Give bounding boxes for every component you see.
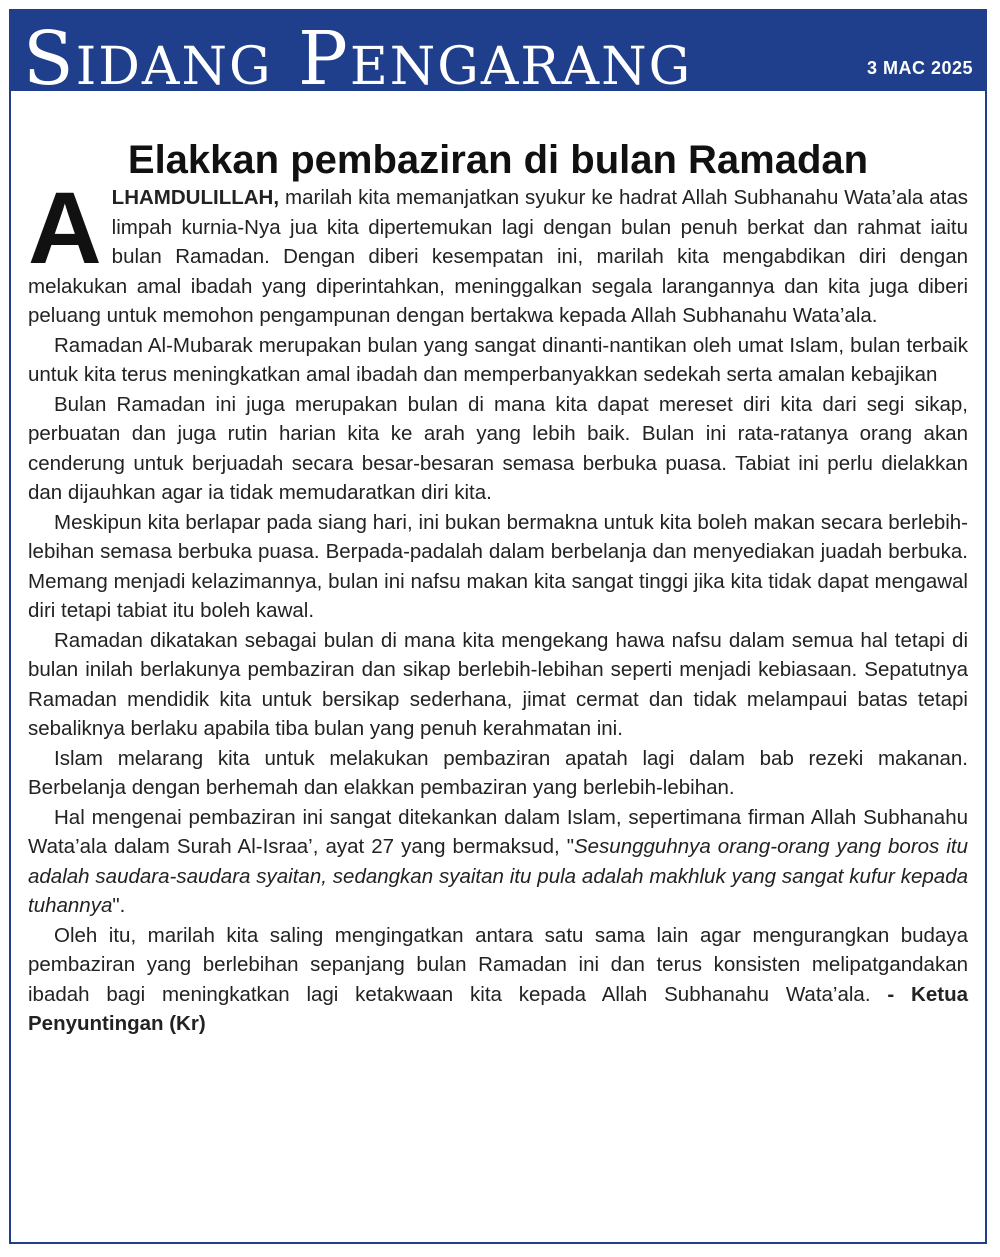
paragraph-5: Ramadan dikatakan sebagai bulan di mana kita mengekang hawa nafsu dalam semua hal tetapi di bulan inilah berlakunya pembaziran dan sikap berlebih-lebihan seperti menjadi kebiasaan. Sepatutnya Ramadan mendidik kita untuk bersikap sederhana, jimat cermat dan tidak melampaui batas tetapi sebaliknya berlaku apabila tiba bulan yang penuh kerahmatan ini. bbox=[28, 628, 968, 740]
paragraph-7 bbox=[28, 803, 968, 921]
paragraph-1-text: marilah kita memanjatkan syukur ke hadrat Allah Subhanahu Wata’ala atas limpah kurnia-Nya jua kita dipertemukan lagi dengan bulan penuh berkat dan rahmat iaitu bulan Ramadan. Dengan diberi kesempatan ini, marilah kita mengabdikan diri dengan melakukan amal ibadah yang diperintahkan, meninggalkan segala larangannya dan kita juga diberi peluang untuk memohon pengampunan dengan bertakwa kepada Allah Subhanahu Wata’ala. bbox=[28, 186, 968, 327]
issue-date: 3 MAC 2025 bbox=[866, 58, 973, 78]
editorial-frame bbox=[9, 9, 987, 1244]
article-body bbox=[28, 171, 968, 1039]
masthead-bar bbox=[11, 11, 985, 91]
paragraph-2: Ramadan Al-Mubarak merupakan bulan yang sangat dinanti-nantikan oleh umat Islam, bulan terbaik untuk kita terus meningkatkan amal ibadah dan memperbanyakkan sedekah serta amalan kebajikan bbox=[28, 333, 968, 386]
paragraph-8-text: Oleh itu, marilah kita saling mengingatkan antara satu sama lain agar mengurangkan budaya pembaziran yang berlebihan sepanjang bulan Ramadan ini dan terus konsisten melipatgandakan ibadah bagi meningkatkan lagi ketakwaan kita kepada Allah Subhanahu Wata’ala. bbox=[28, 923, 968, 1006]
masthead-title: Sidang Pengarang bbox=[23, 16, 693, 91]
paragraph-1 bbox=[28, 171, 968, 331]
paragraph-3: Bulan Ramadan ini juga merupakan bulan di mana kita dapat mereset diri kita dari segi sikap, perbuatan dan juga rutin harian kita ke arah yang lebih baik. Bulan ini rata-ratanya orang akan cenderung untuk berjuadah secara besar-besaran semasa berbuka puasa. Tabiat ini perlu dielakkan dan dijauhkan agar ia tidak memudaratkan diri kita. bbox=[28, 392, 968, 504]
opening-word: LHAMDULILLAH, bbox=[111, 186, 280, 209]
article-headline: Elakkan pembaziran di bulan Ramadan bbox=[127, 137, 869, 182]
paragraph-4: Meskipun kita berlapar pada siang hari, ini bukan bermakna untuk kita boleh makan secara berlebih-lebihan semasa berbuka puasa. Berpada-padalah dalam berbelanja dan menyediakan juadah berbuka. Memang menjadi kelazimannya, bulan ini nafsu makan kita sangat tinggi jika kita tidak dapat mengawal diri tetapi tabiat itu boleh kawal. bbox=[28, 510, 968, 622]
paragraph-6: Islam melarang kita untuk melakukan pembaziran apatah lagi dalam bab rezeki makanan. Berbelanja dengan berhemah dan elakkan pembaziran yang berlebih-lebihan. bbox=[28, 746, 968, 799]
author-signature: - Ketua Penyuntingan (Kr) bbox=[28, 982, 968, 1035]
paragraph-7-end: ". bbox=[112, 894, 126, 917]
paragraph-8 bbox=[28, 921, 968, 1039]
drop-cap: A bbox=[28, 171, 102, 285]
paragraph-7-intro: Hal mengenai pembaziran ini sangat ditekankan dalam Islam, sepertimana firman Allah Subhanahu Wata’ala dalam Surah Al-Israa’, ayat 27 yang bermaksud, " bbox=[28, 805, 968, 858]
quran-quote: Sesungguhnya orang-orang yang boros itu adalah saudara-saudara syaitan, sedangkan syaitan itu pula adalah makhluk yang sangat kufur kepada tuhannya bbox=[28, 835, 968, 917]
